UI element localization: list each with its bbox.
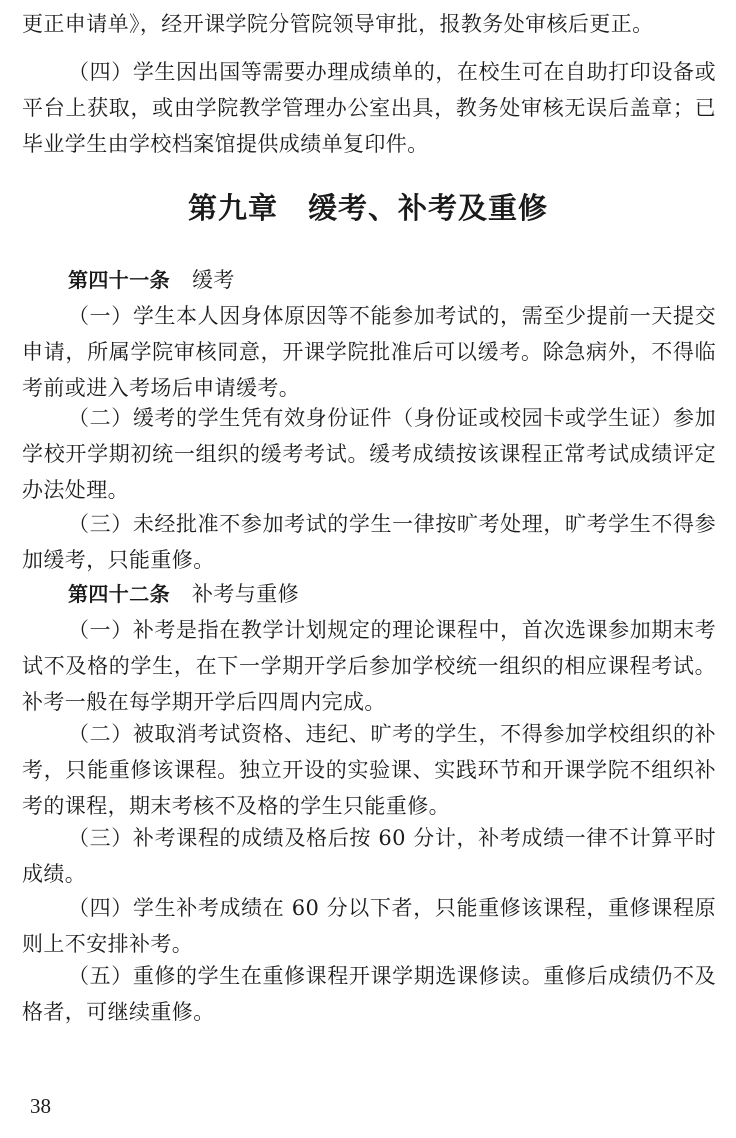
article-41-heading bbox=[68, 262, 235, 298]
article-42-item-4: （四）学生补考成绩在 60 分以下者，只能重修该课程，重修课程原则上不安排补考。 bbox=[22, 896, 716, 956]
article-41-item-1: （一）学生本人因身体原因等不能参加考试的，需至少提前一天提交申请，所属学院审核同意，开课学院批准后可以缓考。除急病外，不得临考前或进入考场后申请缓考。 bbox=[22, 304, 716, 400]
paragraph-continued: 更正申请单》，经开课学院分管院领导审批，报教务处审核后更正。 bbox=[22, 12, 654, 36]
page-number: 38 bbox=[30, 1094, 51, 1118]
article-41-number: 第四十一条 bbox=[68, 268, 170, 292]
article-42-number: 第四十二条 bbox=[68, 582, 170, 606]
article-42-title: 补考与重修 bbox=[192, 582, 299, 606]
article-42-item-2: （二）被取消考试资格、违纪、旷考的学生，不得参加学校组织的补考，只能重修该课程。独立开设的实验课、实践环节和开课学院不组织补考的课程，期末考核不及格的学生只能重修。 bbox=[22, 722, 716, 818]
article-42-item-3: （三）补考课程的成绩及格后按 60 分计，补考成绩一律不计算平时成绩。 bbox=[22, 826, 716, 886]
article-41-item-3: （三）未经批准不参加考试的学生一律按旷考处理，旷考学生不得参加缓考，只能重修。 bbox=[22, 512, 716, 572]
chapter-title: 第九章 缓考、补考及重修 bbox=[187, 191, 548, 225]
article-41-title: 缓考 bbox=[192, 268, 235, 292]
article-42-heading bbox=[68, 576, 299, 612]
article-42-item-5: （五）重修的学生在重修课程开课学期选课修读。重修后成绩仍不及格者，可继续重修。 bbox=[22, 964, 716, 1024]
article-41-item-2: （二）缓考的学生凭有效身份证件（身份证或校园卡或学生证）参加学校开学期初统一组织的缓考考试。缓考成绩按该课程正常考试成绩评定办法处理。 bbox=[22, 406, 716, 502]
paragraph-transcript-4: （四）学生因出国等需要办理成绩单的，在校生可在自助打印设备或平台上获取，或由学院教学管理办公室出具，教务处审核无误后盖章；已毕业学生由学校档案馆提供成绩单复印件。 bbox=[22, 60, 716, 156]
article-42-item-1: （一）补考是指在教学计划规定的理论课程中，首次选课参加期末考试不及格的学生，在下一学期开学后参加学校统一组织的相应课程考试。补考一般在每学期开学后四周内完成。 bbox=[22, 618, 716, 714]
